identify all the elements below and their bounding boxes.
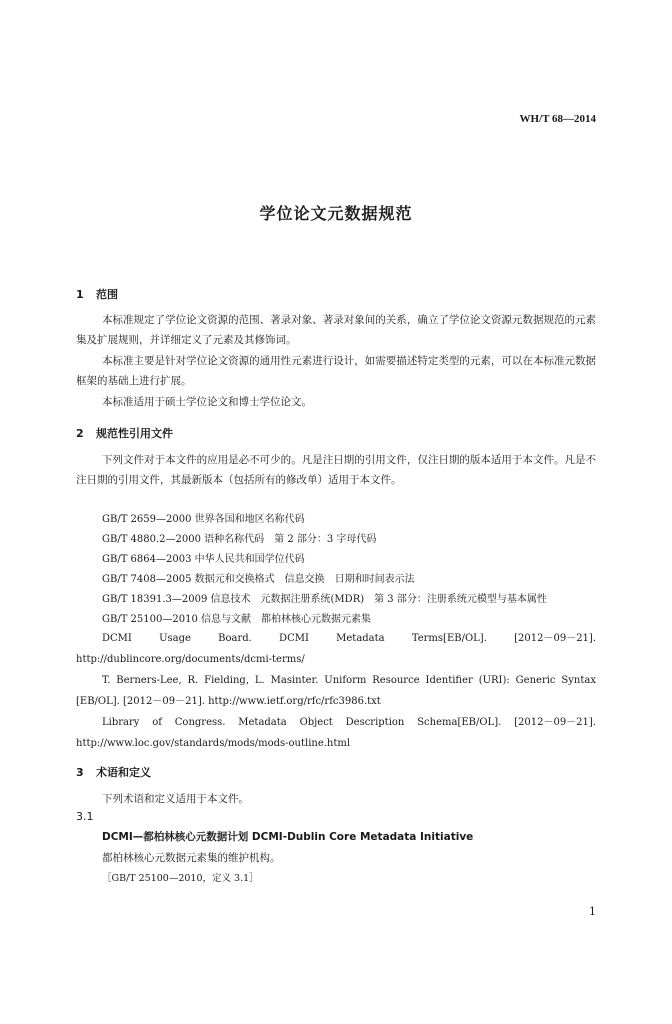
- standard-code: WH/T 68—2014: [519, 113, 596, 125]
- scope-paragraph-1: 本标准规定了学位论文资源的范围、著录对象、著录对象间的关系，确立了学位论文资源元数据规范的元素集及扩展规则，并详细定义了元素及其修饰词。: [76, 314, 596, 346]
- reference-item: GB/T 2659—2000 世界各国和地区名称代码: [102, 514, 305, 525]
- reference-item: Library of Congress. Metadata Object Description Schema[EB/OL]. [2012－09－21]. http://www.loc.gov/standards/mods/mods-outline.html: [76, 717, 596, 749]
- term-source: ［GB/T 25100—2010，定义 3.1］: [102, 873, 259, 884]
- reference-item: GB/T 4880.2—2000 语种名称代码 第 2 部分：3 字母代码: [102, 534, 377, 545]
- section-title: 范围: [96, 288, 118, 301]
- reference-item: GB/T 18391.3—2009 信息技术 元数据注册系统(MDR) 第 3 部分：注册系统元模型与基本属性: [102, 594, 547, 605]
- section-number: 2: [76, 427, 84, 440]
- term-name: DCMI—都柏林核心元数据计划 DCMI-Dublin Core Metadata Initiative: [102, 831, 474, 843]
- page-number: 1: [589, 905, 596, 918]
- section-title: 规范性引用文件: [96, 427, 173, 440]
- section-heading-normative-refs: [76, 425, 173, 441]
- scope-paragraph-3: 本标准适用于硕士学位论文和博士学位论文。: [102, 396, 312, 408]
- section-number: 3: [76, 766, 84, 779]
- section-number: 1: [76, 288, 84, 301]
- term-definition: 都柏林核心元数据元素集的维护机构。: [102, 852, 281, 864]
- reference-item: GB/T 6864—2003 中华人民共和国学位代码: [102, 554, 305, 565]
- reference-item: DCMI Usage Board. DCMI Metadata Terms[EB/OL]. [2012－09－21]. http://dublincore.org/documents/dcmi-terms/: [76, 633, 596, 665]
- reference-item: T. Berners-Lee, R. Fielding, L. Masinter. Uniform Resource Identifier (URI): Generic Syntax [EB/OL]. [2012－09－21]. http://www.ietf.org/rfc/rfc3986.txt: [76, 675, 596, 707]
- clause-number: 3.1: [76, 810, 94, 823]
- scope-paragraph-2: 本标准主要是针对学位论文资源的通用性元素进行设计，如需要描述特定类型的元素，可以在本标准元数据框架的基础上进行扩展。: [76, 355, 596, 387]
- reference-item: GB/T 25100—2010 信息与文献 都柏林核心元数据元素集: [102, 614, 371, 625]
- terms-intro: 下列术语和定义适用于本文件。: [102, 793, 249, 805]
- normative-refs-intro: 下列文件对于本文件的应用是必不可少的。凡是注日期的引用文件，仅注日期的版本适用于本文件。凡是不注日期的引用文件，其最新版本（包括所有的修改单）适用于本文件。: [76, 454, 596, 486]
- reference-item: GB/T 7408—2005 数据元和交换格式 信息交换 日期和时间表示法: [102, 574, 415, 585]
- document-title: 学位论文元数据规范: [259, 204, 413, 223]
- section-heading-scope: [76, 286, 118, 302]
- section-title: 术语和定义: [96, 766, 151, 779]
- section-heading-terms: [76, 764, 151, 780]
